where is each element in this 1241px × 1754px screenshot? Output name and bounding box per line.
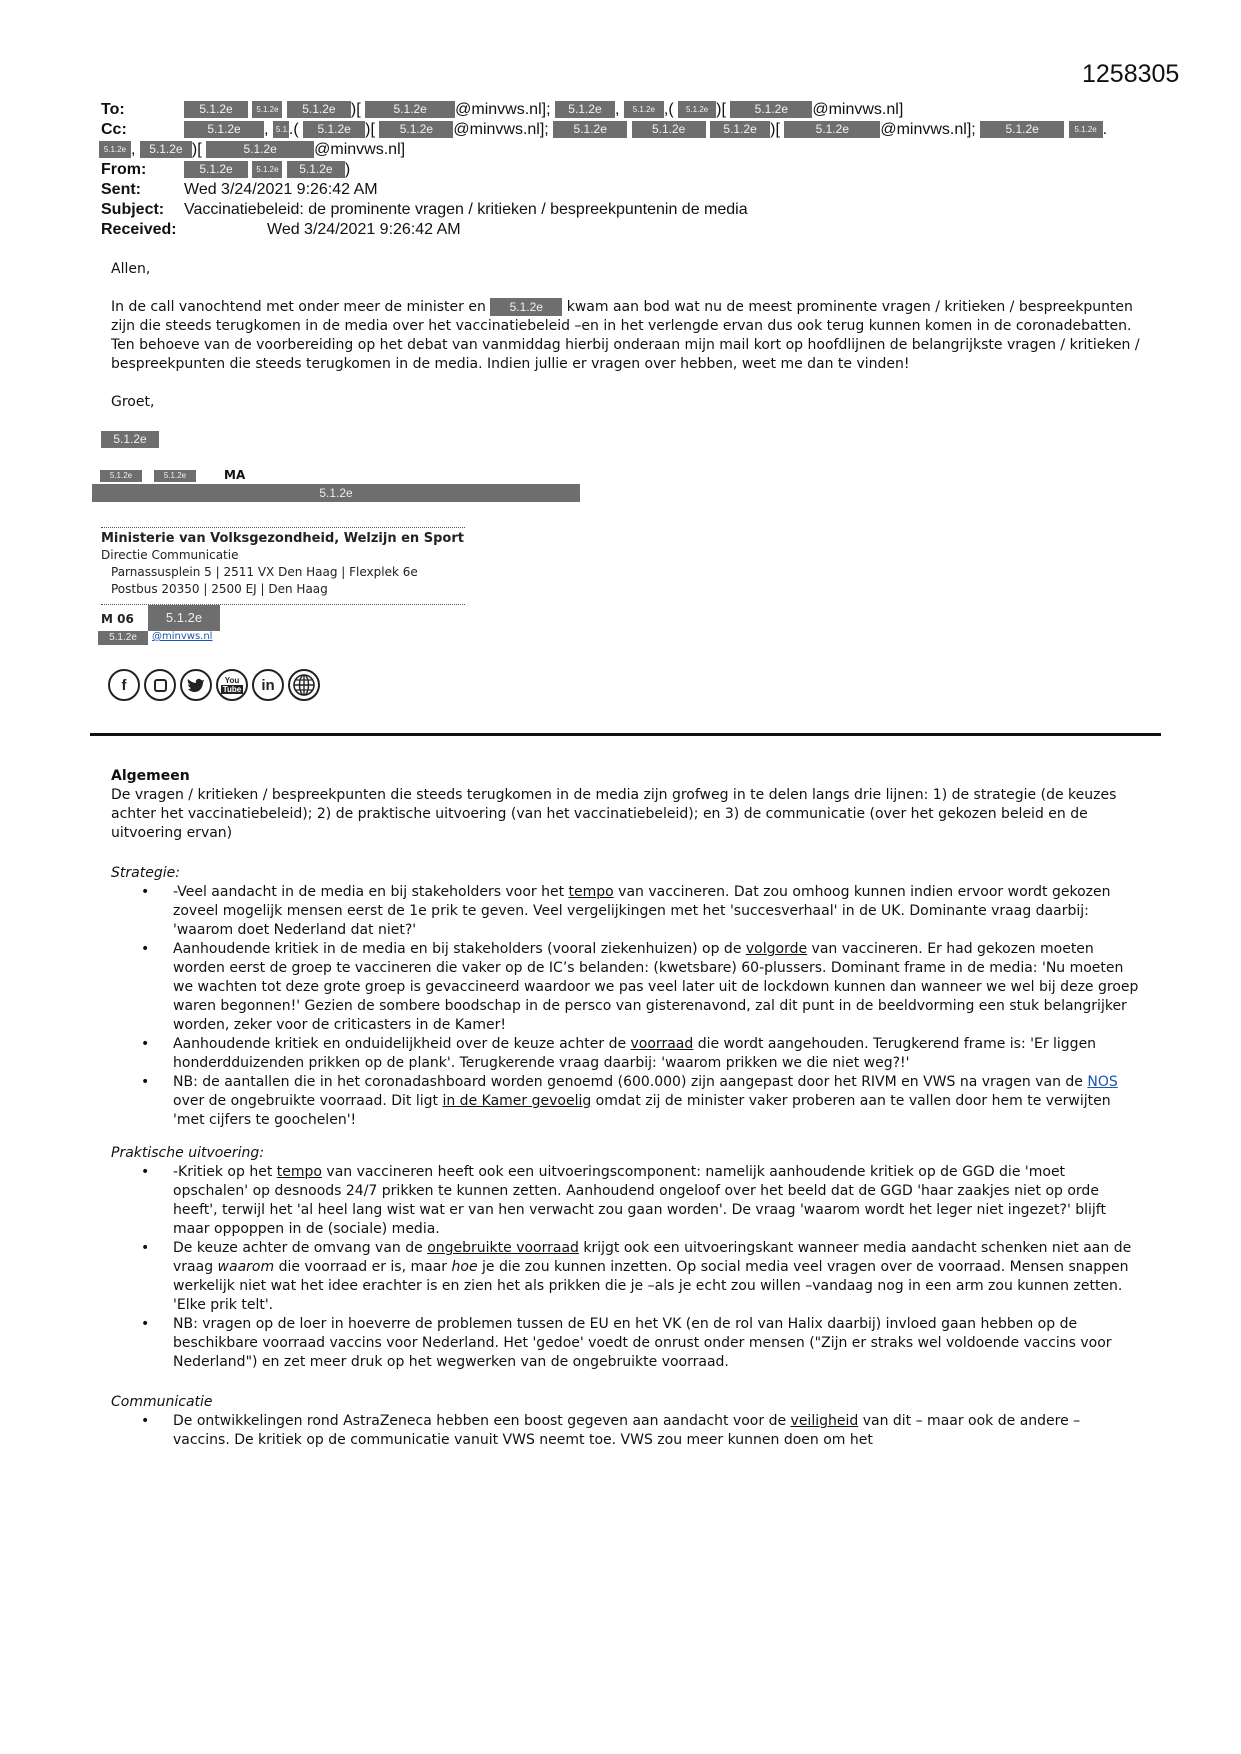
social-icons [108, 669, 320, 701]
redaction: 5.1.2e [555, 101, 615, 118]
text: die wordt aangehouden. Terugkerend frame is: 'Er liggen honderdduizenden prikken op de plank'. Terugkerende vraag daarbij: 'waarom prikken we die niet weg?!' [173, 1036, 1097, 1071]
text: van vaccineren heeft ook een uitvoeringscomponent: namelijk aanhoudende kritiek op de GGD die 'moet opschalen' op desnoods 24/7 prikken te kunnen zetten. Aanhoudend ongeloof over het beeld dat de GGD 'haar zaakjes niet op orde heeft', terwijl het 'al heel lang wist wat er van hen verwacht zou gaan worden'. De vraag 'waarom wordt het leger niet ingezet?' blijft maar oppoppen in de (sociale) media. [173, 1164, 1106, 1237]
list-item [111, 1315, 1141, 1372]
redaction: 5.1.2e [1069, 121, 1103, 138]
received-row [101, 220, 1161, 240]
redaction: 5.1.2e [287, 101, 351, 118]
redaction: 5.1.2e [154, 470, 196, 482]
domain-text: @minvws.nl]; [453, 121, 549, 138]
list-item [111, 1412, 1141, 1450]
text: tempo [568, 884, 614, 900]
cc-row-continued [101, 140, 1161, 160]
cc-continued-value: 5.1.2e , 5.1.2e )[ 5.1.2e @minvws.nl] [99, 140, 405, 160]
redaction: 5.1.2e [99, 141, 131, 158]
text: De keuze achter de omvang van de [173, 1240, 428, 1256]
text: De ontwikkelingen rond AstraZeneca hebben een boost gegeven aan aandacht voor de [173, 1413, 791, 1429]
section-separator [90, 733, 1161, 736]
text: waarom [217, 1259, 275, 1275]
list-item [111, 1163, 1141, 1239]
domain-text: @minvws.nl]; [455, 101, 551, 118]
text: van vaccineren. Er had gekozen moeten worden eerst de groep te vaccineren die vaker op de IC’s belanden: (kwetsbare) 60-plussers. Dominant frame in de media: 'Nu moeten we wachten tot deze grote groep is gevaccineerd waardoor we pas veel later uit de lockdown kunnen dan wanneer we wel bij deze groep waren begonnen!' Gezien de sombere boodschap in de persco van gisterenavond, zal dit punt in de beeldvorming een stuk belangrijker worden, zeker voor de criticasters in de Kamer! [173, 941, 1139, 1033]
subject-value: Vaccinatiebeleid: de prominente vragen / kritieken / bespreekpuntenin de media [184, 201, 748, 218]
list-item [111, 940, 1141, 1035]
text: hoe [451, 1259, 478, 1275]
to-row [101, 100, 1161, 120]
received-label: Received: [101, 221, 177, 238]
nos-link[interactable]: NOS [1087, 1074, 1118, 1090]
instagram-icon[interactable] [144, 669, 176, 701]
text: NB: de aantallen die in het coronadashboard worden genoemd (600.000) zijn aangepast door het RIVM en VWS na vragen van de [173, 1074, 1088, 1090]
text: je die zou kunnen inzetten. Op social media veel vragen over de voorraad. Mensen snappen werkelijk niet wat het idee erachter is en zien het als prikken die je –als je echt zou willen –vandaag nog in een arm zou kunnen zetten. 'Elke prik telt'. [173, 1259, 1129, 1313]
redaction: 5.1.2e [100, 470, 142, 482]
redaction: 5.1.2e [206, 141, 314, 158]
redaction: 5.1.2e [678, 101, 716, 118]
general-text: De vragen / kritieken / bespreekpunten die steeds terugkomen in de media zijn grofweg in te delen langs drie lijnen: 1) de strategie (de keuzes achter het vaccinatiebeleid); 2) de praktische uitvoering (van het vaccinatiebeleid); en 3) de communicatie (over het gekozen beleid en de uitvoering ervan) [111, 787, 1117, 841]
bullet: • [141, 1413, 150, 1429]
signature-divider [101, 527, 465, 528]
signature-org: Ministerie van Volksgezondheid, Welzijn en Sport [101, 531, 464, 546]
domain-text: @minvws.nl] [314, 141, 406, 158]
subject-label: Subject: [101, 201, 165, 218]
text: -Kritiek op het [173, 1164, 277, 1180]
redaction: 5.1.2e [624, 101, 664, 118]
bullet: • [141, 1074, 150, 1090]
redaction: 5.1.2e [303, 121, 365, 138]
redaction: 5.1.2e [730, 101, 812, 118]
bullet: • [141, 1240, 150, 1256]
signature-title: MA [224, 468, 246, 482]
intro-paragraph [111, 298, 1141, 374]
text: van dit – maar ook de andere – vaccins. De kritiek op de communicatie vanuit VWS neemt toe. VWS zou meer kunnen doen om het [173, 1413, 1081, 1448]
bullet: • [141, 1164, 150, 1180]
email-body [111, 260, 1141, 412]
signature-mobile [101, 612, 134, 626]
redaction: 5.1.2e [252, 101, 282, 118]
redaction: 5.1.2e [140, 141, 192, 158]
sent-row [101, 180, 1161, 200]
practical-title: Praktische uitvoering: [111, 1145, 265, 1161]
redaction: 5.1.2e [184, 101, 248, 118]
list-item [111, 883, 1141, 940]
signature-address-1: Parnassusplein 5 | 2511 VX Den Haag | Flexplek 6e [111, 565, 418, 579]
bullet: • [141, 941, 150, 957]
text: over de ongebruikte voorraad. Dit ligt [173, 1093, 443, 1109]
domain-text: @minvws.nl] [812, 101, 904, 118]
text: omdat zij de minister vaker proberen aan te vallen door hem te verwijten 'met cijfers te goochelen'! [173, 1093, 1111, 1128]
text: veiligheid [790, 1413, 859, 1429]
text: Aanhoudende kritiek in de media en bij stakeholders (vooral ziekenhuizen) op de [173, 941, 746, 957]
domain-text: @minvws.nl]; [880, 121, 976, 138]
list-item [111, 1035, 1141, 1073]
text: van vaccineren. Dat zou omhoog kunnen indien ervoor wordt gekozen zoveel mogelijk mensen eerst de 1e prik te geven. Veel vergelijkingen met het 'succesverhaal' in de UK. Dominante vraag daarbij: 'waarom doet Nederland dat niet?' [173, 884, 1111, 938]
linkedin-icon[interactable]: in [252, 669, 284, 701]
redaction: 5.1.2e [379, 121, 453, 138]
strategy-title: Strategie: [111, 865, 180, 881]
to-label: To: [101, 101, 125, 118]
closing: Groet, [111, 394, 155, 410]
text: voorraad [630, 1036, 694, 1052]
from-label: From: [101, 161, 147, 178]
redaction: 5.1.2e [784, 121, 880, 138]
sent-value: Wed 3/24/2021 9:26:42 AM [184, 181, 378, 198]
redaction: 5.1.2e [710, 121, 770, 138]
redaction: 5.1.2e [490, 298, 562, 316]
received-value: Wed 3/24/2021 9:26:42 AM [267, 221, 461, 238]
redaction: 5.1.2e [92, 484, 580, 502]
strategy-section [111, 864, 1141, 1130]
email-header [101, 100, 1161, 240]
general-section [111, 767, 1141, 843]
text: tempo [276, 1164, 322, 1180]
cc-row [101, 120, 1161, 140]
intro-text-b: kwam aan bod wat nu de meest prominente vragen / kritieken / bespreekpunten zijn die steeds terugkomen in de media over het vaccinatiebeleid –en in het verlengde ervan dus ook terug kunnen komen in de coronadebatten. Ten behoeve van de voorbereiding op het debat van vanmiddag hierbij onderaan mijn mail kort op hoofdlijnen de belangrijkste vragen / kritieken / bespreekpunten die steeds terugkomen in de media. Indien jullie er vragen over hebben, weet me dan te vinden! [111, 299, 1140, 372]
text: volgorde [745, 941, 808, 957]
signature-email-link[interactable]: @minvws.nl [152, 631, 213, 642]
signature-dept: Directie Communicatie [101, 548, 239, 562]
redaction: 5.1.2e [365, 101, 455, 118]
globe-icon[interactable] [288, 669, 320, 701]
list-item [111, 1073, 1141, 1130]
redaction: 5.1.2e [287, 161, 345, 178]
signature-address-2: Postbus 20350 | 2500 EJ | Den Haag [111, 582, 328, 596]
cc-label: Cc: [101, 121, 127, 138]
bullet: • [141, 1036, 150, 1052]
bullet: • [141, 884, 150, 900]
text: Aanhoudende kritiek en onduidelijkheid over de keuze achter de [173, 1036, 631, 1052]
redaction: 5.1.2 [273, 121, 289, 138]
cc-value: 5.1.2e , 5.1.2.( 5.1.2e )[ 5.1.2e @minvws.nl]; 5.1.2e 5.1.2e 5.1.2e )[ 5.1.2e @minvws.nl]; 5.1.2e 5.1.2e . [184, 120, 1107, 140]
sent-label: Sent: [101, 181, 141, 198]
subject-row [101, 200, 1161, 220]
redaction: 5.1.2e [632, 121, 706, 138]
to-value: 5.1.2e 5.1.2e 5.1.2e )[ 5.1.2e @minvws.nl]; 5.1.2e , 5.1.2e ,( 5.1.2e )[ 5.1.2e @minvws.nl] [184, 100, 903, 120]
practical-section [111, 1144, 1141, 1372]
communication-section [111, 1393, 1141, 1450]
bullet: • [141, 1316, 150, 1332]
list-item [111, 1239, 1141, 1315]
from-row [101, 160, 1161, 180]
redaction: 5.1.2e [980, 121, 1064, 138]
text: ongebruikte voorraad [427, 1240, 579, 1256]
general-title: Algemeen [111, 768, 190, 784]
signature-name-block [92, 468, 580, 502]
mobile-prefix: M 06 [101, 612, 134, 626]
twitter-icon[interactable] [180, 669, 212, 701]
text: die voorraad er is, maar [274, 1259, 452, 1275]
greeting: Allen, [111, 261, 151, 277]
youtube-icon[interactable]: You Tube [216, 669, 248, 701]
text: in de Kamer gevoelig [442, 1093, 592, 1109]
redaction: 5.1.2e [101, 431, 159, 448]
redaction: 5.1.2e [98, 631, 148, 645]
text: -Veel aandacht in de media en bij stakeholders voor het [173, 884, 569, 900]
communication-title: Communicatie [111, 1394, 213, 1410]
from-value: 5.1.2e 5.1.2e 5.1.2e ) [184, 160, 350, 180]
document-number: 1258305 [1082, 60, 1180, 88]
facebook-icon[interactable]: f [108, 669, 140, 701]
redaction: 5.1.2e [148, 605, 220, 631]
redaction: 5.1.2e [252, 161, 282, 178]
intro-text-a: In de call vanochtend met onder meer de minister en [111, 299, 486, 315]
redaction: 5.1.2e [553, 121, 627, 138]
text: krijgt ook een uitvoeringskant wanneer media aandacht schenken niet aan de vraag [173, 1240, 1132, 1275]
redaction: 5.1.2e [184, 161, 248, 178]
redaction: 5.1.2e [184, 121, 264, 138]
text: NB: vragen op de loer in hoeverre de problemen tussen de EU en het VK (en de rol van Halix daarbij) invloed gaan hebben op de beschikbare voorraad vaccins voor Nederland. Het 'gedoe' voedt de onrust onder mensen ("Zijn er straks wel voldoende vaccins voor Nederland") en zet meer druk op het wegwerken van de ongebruikte voorraad. [173, 1316, 1112, 1370]
